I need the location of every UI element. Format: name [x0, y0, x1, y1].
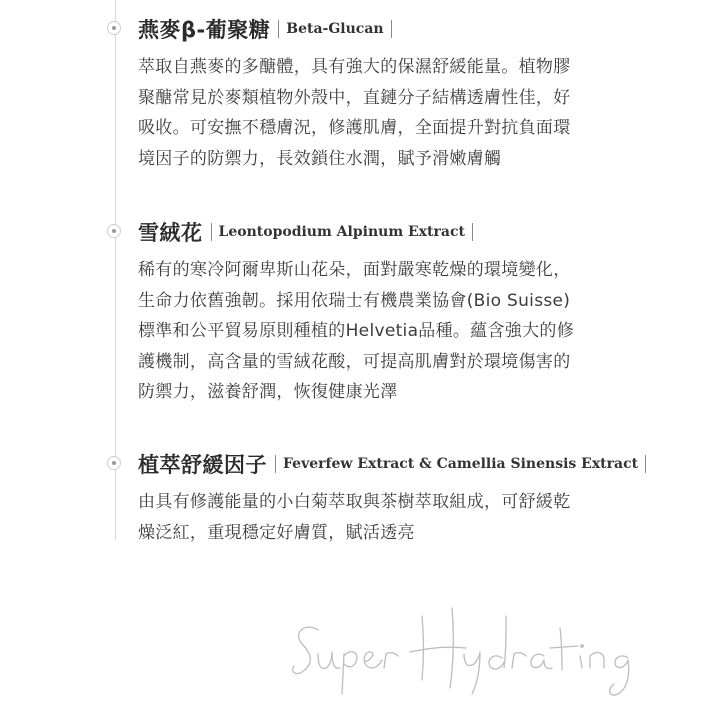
ingredient-title-zh: 燕麥β-葡聚糖 [138, 18, 271, 42]
signature-logo [288, 602, 668, 706]
description-line: 燥泛紅，重現穩定好膚質，賦活透亮 [138, 522, 415, 543]
description-line: 生命力依舊強韌。採用依瑞士有機農業協會(Bio Suisse) [138, 290, 571, 311]
timeline-dot-1 [107, 21, 121, 35]
description-line: 由具有修護能量的小白菊萃取與茶樹萃取組成，可舒緩乾 [138, 492, 571, 512]
ingredient-title-zh: 植萃舒緩因子 [138, 453, 267, 477]
ingredient-description [138, 487, 678, 548]
description-line: 護機制，高含量的雪絨花酸，可提高肌膚對於環境傷害的 [138, 351, 571, 372]
ingredient-title-en: Beta-Glucan [278, 20, 391, 38]
ingredient-description [138, 255, 678, 408]
description-line: 防禦力，滋養舒潤，恢復健康光澤 [138, 382, 398, 402]
description-line: 吸收。可安撫不穩膚況，修護肌膚，全面提升對抗負面環 [138, 118, 571, 138]
description-line: 聚醣常見於麥類植物外殼中，直鏈分子結構透膚性佳，好 [138, 87, 571, 108]
timeline-dot-2 [107, 224, 121, 238]
timeline-dot-3 [107, 456, 121, 470]
ingredient-description [138, 52, 678, 174]
section-header [138, 14, 678, 44]
description-line: 稀有的寒冷阿爾卑斯山花朵，面對嚴寒乾燥的環境變化， [138, 260, 571, 280]
ingredient-section-beta-glucan [138, 14, 678, 174]
description-line: 標準和公平貿易原則種植的Helvetia品種。蘊含強大的修 [138, 321, 574, 341]
ingredient-title-en: Leontopodium Alpinum Extract [211, 223, 473, 241]
section-header [138, 449, 678, 479]
ingredient-title-zh: 雪絨花 [138, 221, 203, 245]
section-header [138, 217, 678, 247]
signature-drawing [288, 602, 668, 702]
description-line: 境因子的防禦力，長效鎖住水潤，賦予滑嫩膚觸 [138, 148, 502, 169]
ingredient-section-edelweiss [138, 217, 678, 408]
ingredient-section-soothing-factor [138, 449, 678, 548]
description-line: 萃取自燕麥的多醣體，具有強大的保濕舒緩能量。植物膠 [138, 57, 571, 77]
ingredient-title-en: Feverfew Extract & Camellia Sinensis Extract [275, 455, 646, 473]
